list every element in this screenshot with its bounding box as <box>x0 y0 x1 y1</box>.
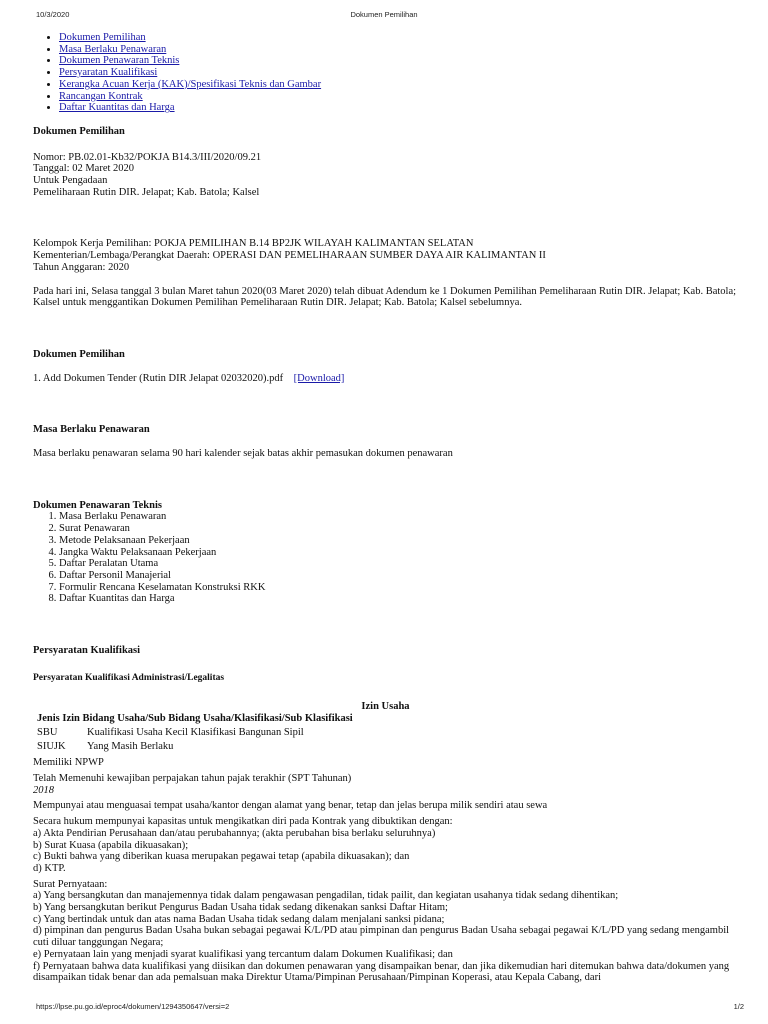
intro-org <box>33 238 738 273</box>
print-title: Dokumen Pemilihan <box>350 10 418 19</box>
dokumen-heading: Dokumen Pemilihan <box>33 348 125 360</box>
dokumen-item <box>33 373 738 385</box>
izin-header-row <box>35 712 355 726</box>
kapasitas-item: a) Akta Pendirian Perusahaan dan/atau perubahannya; (akta perubahan bisa berlaku seluruhnya) <box>33 827 436 839</box>
pajak-year: 2018 <box>33 784 54 796</box>
pernyataan-item: e) Pernyataan lain yang menjadi syarat kualifikasi yang tercantum dalam Dokumen Kualifikasi; dan <box>33 948 453 960</box>
intro-meta <box>33 152 738 199</box>
download-link[interactable]: [Download] <box>293 372 345 384</box>
kapasitas-item: c) Bukti bahwa yang diberikan kuasa merupakan pegawai tetap (apabila dikuasakan); dan <box>33 851 410 863</box>
tahun-text: Tahun Anggaran: 2020 <box>33 261 130 273</box>
kapasitas-text: Secara hukum mempunyai kapasitas untuk mengikatkan diri pada Kontrak yang dibuktikan dengan: <box>33 816 453 828</box>
kualifikasi-subheading: Persyaratan Kualifikasi Administrasi/Legalitas <box>33 672 225 683</box>
teknis-item: 6. Daftar Personil Manajerial <box>59 570 738 582</box>
print-page-number: 1/2 <box>733 1002 744 1011</box>
nav-item-daftar <box>59 102 738 114</box>
masa-text: Masa berlaku penawaran selama 90 hari kalender sejak batas akhir pemasukan dokumen penawaran <box>33 448 453 460</box>
intro-heading: Dokumen Pemilihan <box>33 125 125 137</box>
kapasitas-item: d) KTP. <box>33 862 66 874</box>
nav-link[interactable]: Masa Berlaku Penawaran <box>59 43 167 55</box>
pernyataan-item: b) Yang bersangkutan berikut Pengurus Badan Usaha tidak sedang dikenakan sanksi Daftar Hitam; <box>33 902 448 914</box>
table-row <box>35 726 355 740</box>
masa-heading: Masa Berlaku Penawaran <box>33 424 150 436</box>
pernyataan-block <box>33 879 738 984</box>
teknis-heading: Dokumen Penawaran Teknis <box>33 499 162 511</box>
pernyataan-text: Surat Pernyataan: <box>33 878 108 890</box>
document-body <box>33 32 738 984</box>
paket-text: Pemeliharaan Rutin DIR. Jelapat; Kab. Batola; Kalsel <box>33 186 260 198</box>
pokja-text: Kelompok Kerja Pemilihan: POKJA PEMILIHAN B.14 BP2JK WILAYAH KALIMANTAN SELATAN <box>33 238 474 250</box>
teknis-item: 4. Jangka Waktu Pelaksanaan Pekerjaan <box>59 547 738 559</box>
teknis-item: 2. Surat Penawaran <box>59 523 738 535</box>
pernyataan-item: f) Pernyataan bahwa data kualifikasi yang diisikan dan dokumen penawaran yang disampaikan benar, dan jika dikemudian hari ditemukan bahwa data/dokumen yang disampaikan tidak benar dan ada pemalsuan maka Direktur Utama/Pimpinan Perusahaan/Pimpinan Koperasi, atau Kepala Cabang, dari <box>33 960 730 984</box>
izin-header: Jenis Izin Bidang Usaha/Sub Bidang Usaha/Klasifikasi/Sub Klasifikasi <box>37 713 353 725</box>
npwp-text: Memiliki NPWP <box>33 757 104 769</box>
print-date: 10/3/2020 <box>36 10 70 19</box>
tanggal-text: Tanggal: 02 Maret 2020 <box>33 163 135 175</box>
teknis-list <box>33 511 738 605</box>
izin-ket: Yang Masih Berlaku <box>87 740 174 752</box>
intro-paragraph: Pada hari ini, Selasa tanggal 3 bulan Maret tahun 2020(03 Maret 2020) telah dibuat Adendum ke 1 Dokumen Pemilihan Pemeliharaan Rutin DIR. Jelapat; Kab. Batola; Kalsel untuk menggantikan Dokumen Pemilihan Pemeliharaan Rutin DIR. Jelapat; Kab. Batola; Kalsel sebelumnya. <box>33 285 737 309</box>
tempat-text: Mempunyai atau menguasai tempat usaha/kantor dengan alamat yang benar, tetap dan jelas berupa milik sendiri atau sewa <box>33 800 548 812</box>
izin-jenis: SBU <box>37 726 58 738</box>
dokumen-file: 1. Add Dokumen Tender (Rutin DIR Jelapat 02032020).pdf <box>33 372 284 384</box>
nav-link[interactable]: Persyaratan Kualifikasi <box>59 67 158 79</box>
izin-ket: Kualifikasi Usaha Kecil Klasifikasi Bangunan Sipil <box>87 726 304 738</box>
teknis-item: 1. Masa Berlaku Penawaran <box>59 511 738 523</box>
kapasitas-item: b) Surat Kuasa (apabila dikuasakan); <box>33 839 189 851</box>
print-header <box>0 10 768 24</box>
untuk-text: Untuk Pengadaan <box>33 175 108 187</box>
izin-title: Izin Usaha <box>361 700 410 712</box>
teknis-item: 7. Formulir Rencana Keselamatan Konstruksi RKK <box>59 582 738 594</box>
nav-link[interactable]: Kerangka Acuan Kerja (KAK)/Spesifikasi Teknis dan Gambar <box>59 78 322 90</box>
teknis-item: 5. Daftar Peralatan Utama <box>59 558 738 570</box>
pajak-text: Telah Memenuhi kewajiban perpajakan tahun pajak terakhir (SPT Tahunan) <box>33 773 352 785</box>
pernyataan-item: c) Yang bertindak untuk dan atas nama Badan Usaha tidak sedang dalam menjalani sanksi pidana; <box>33 913 445 925</box>
nav-item-dokumen-teknis <box>59 55 738 67</box>
table-row <box>35 740 355 754</box>
print-url: https://lpse.pu.go.id/eproc4/dokumen/1294350647/versi=2 <box>36 1002 230 1011</box>
nav-item-persyaratan <box>59 67 738 79</box>
nav-item-rancangan <box>59 91 738 103</box>
izin-table <box>35 712 355 753</box>
section-nav <box>33 32 738 114</box>
izin-jenis: SIUJK <box>37 740 66 752</box>
nav-link[interactable]: Dokumen Penawaran Teknis <box>59 55 180 67</box>
kualifikasi-heading: Persyaratan Kualifikasi <box>33 645 141 657</box>
kementerian-text: Kementerian/Lembaga/Perangkat Daerah: OPERASI DAN PEMELIHARAAN SUMBER DAYA AIR KALIMANTAN II <box>33 250 546 262</box>
nav-link[interactable]: Rancangan Kontrak <box>59 90 143 102</box>
nav-link[interactable]: Dokumen Pemilihan <box>59 32 146 43</box>
nav-item-kak <box>59 79 738 91</box>
teknis-item: 8. Daftar Kuantitas dan Harga <box>59 593 738 605</box>
teknis-item: 3. Metode Pelaksanaan Pekerjaan <box>59 535 738 547</box>
nav-item-dokumen-pemilihan <box>59 32 738 44</box>
kapasitas-block <box>33 816 738 875</box>
pernyataan-item: d) pimpinan dan pengurus Badan Usaha bukan sebagai pegawai K/L/PD atau pimpinan dan pengurus Badan Usaha sebagai pegawai K/L/PD yang sedang mengambil cuti diluar tanggungan Negara; <box>33 925 730 949</box>
pernyataan-item: a) Yang bersangkutan dan manajemennya tidak dalam pengawasan pengadilan, tidak pailit, dan kegiatan usahanya tidak sedang dihentikan; <box>33 890 619 902</box>
nav-link[interactable]: Daftar Kuantitas dan Harga <box>59 102 175 114</box>
nav-item-masa-berlaku <box>59 44 738 56</box>
nomor-text: Nomor: PB.02.01-Kb32/POKJA B14.3/III/2020/09.21 <box>33 151 262 163</box>
